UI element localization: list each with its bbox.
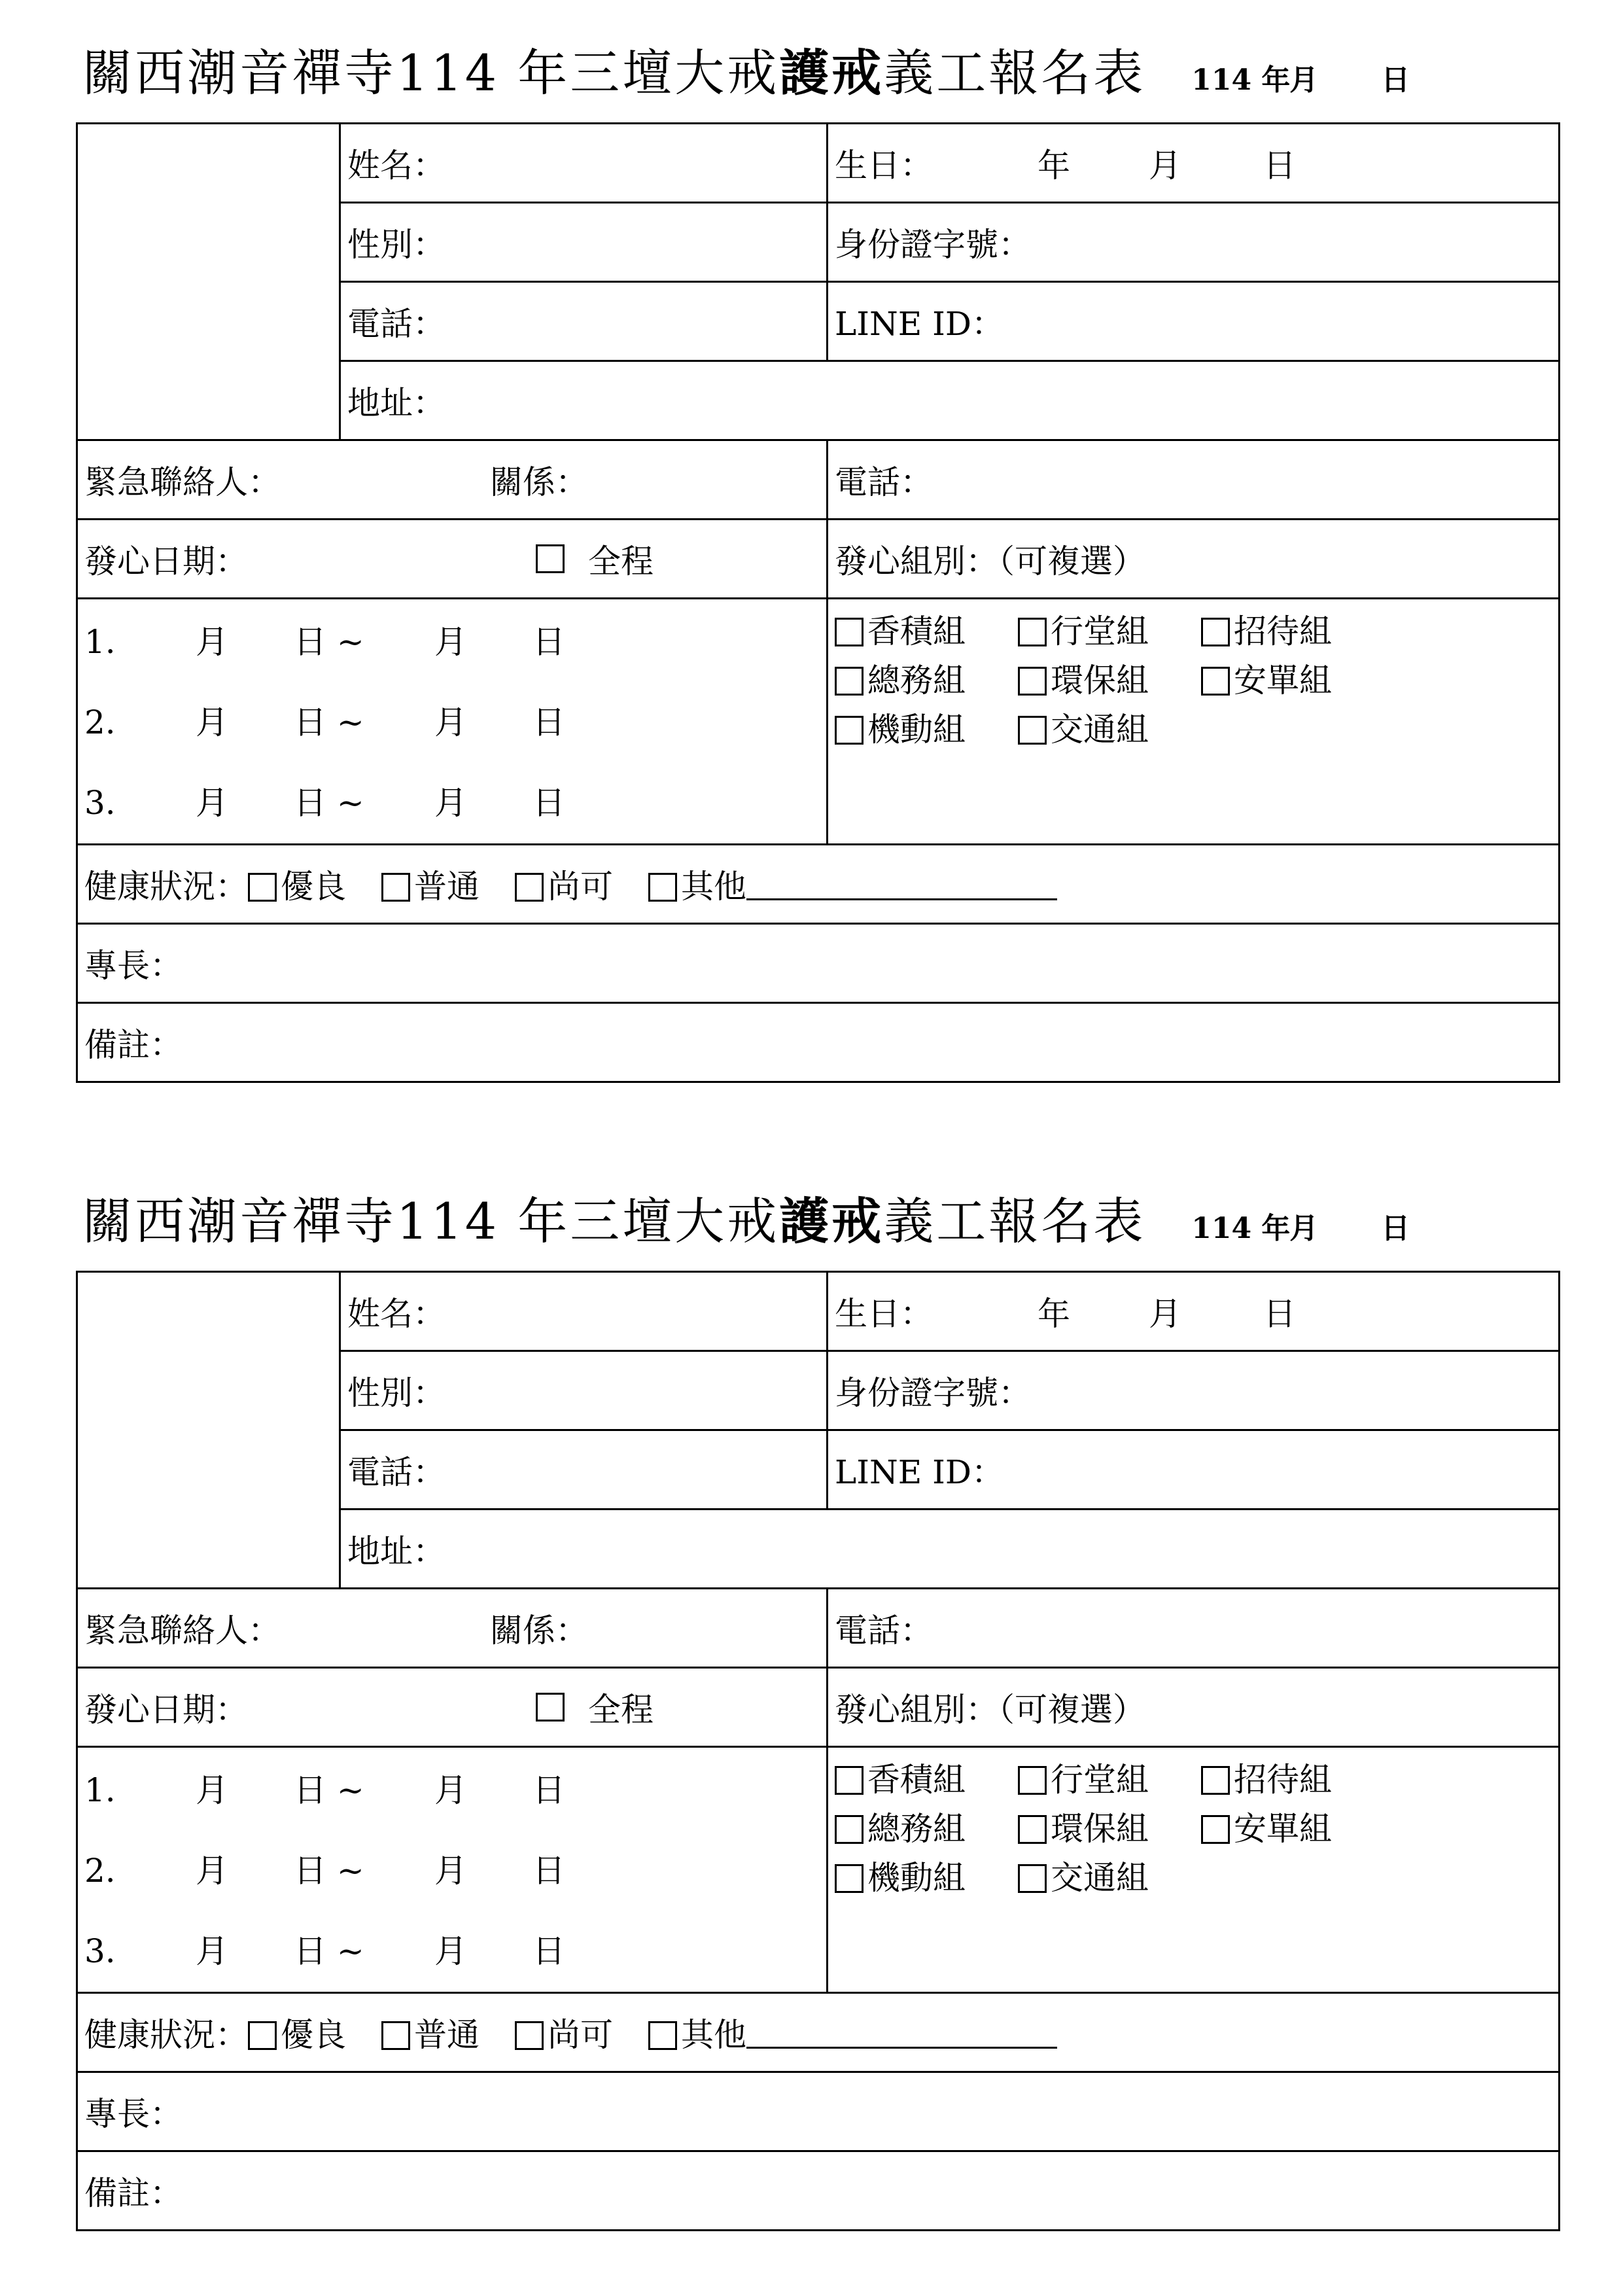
group-option[interactable]: 安單組 bbox=[1201, 656, 1384, 705]
title-year: 114 bbox=[396, 1192, 500, 1250]
group-options bbox=[828, 1747, 1560, 1993]
group-option[interactable]: 機動組 bbox=[835, 1854, 1018, 1903]
relation-label: 關係： bbox=[490, 1612, 588, 1650]
specialty-field[interactable]: 專長： bbox=[77, 2072, 1560, 2151]
checkbox[interactable] bbox=[835, 1815, 864, 1844]
groups-header: 發心組別：（可複選） bbox=[828, 520, 1560, 599]
checkbox[interactable] bbox=[381, 2021, 410, 2050]
name-field[interactable]: 姓名： bbox=[340, 124, 828, 203]
checkbox[interactable] bbox=[1201, 1815, 1230, 1844]
birthday-field[interactable]: 生日： 年 月 日 bbox=[828, 1272, 1560, 1351]
date-line[interactable]: 3. 月 日 ~ 月 日 bbox=[84, 1932, 565, 1970]
line-id-field[interactable]: LINE ID： bbox=[828, 282, 1560, 361]
date-year: 114 年 bbox=[1191, 1212, 1291, 1245]
date-month: 月 bbox=[1289, 1212, 1319, 1245]
phone-field[interactable]: 電話： bbox=[340, 282, 828, 361]
group-row bbox=[835, 705, 1552, 754]
checkbox[interactable] bbox=[1018, 618, 1047, 646]
title-suffix: 義工報名表 bbox=[884, 44, 1146, 102]
group-options bbox=[828, 599, 1560, 845]
checkbox[interactable] bbox=[1018, 1815, 1047, 1844]
group-option[interactable]: 香積組 bbox=[835, 1756, 1018, 1805]
dates-header: 發心日期： 全程 bbox=[77, 520, 828, 599]
date-line[interactable]: 3. 月 日 ~ 月 日 bbox=[84, 784, 565, 822]
health-option[interactable]: 其他 bbox=[648, 860, 1057, 908]
health-option[interactable]: 普通 bbox=[381, 860, 480, 908]
health-option[interactable]: 尚可 bbox=[515, 860, 613, 908]
form-table bbox=[76, 1271, 1560, 2231]
date-lines bbox=[77, 1747, 828, 1993]
title-prefix: 關西潮音禪寺 bbox=[82, 1192, 396, 1250]
title-year: 114 bbox=[396, 44, 500, 102]
photo-box[interactable] bbox=[77, 1272, 340, 1589]
group-option[interactable]: 行堂組 bbox=[1018, 607, 1201, 656]
date-line[interactable]: 1. 月 日 ~ 月 日 bbox=[84, 623, 565, 661]
group-row bbox=[835, 607, 1552, 656]
checkbox[interactable] bbox=[515, 873, 544, 902]
checkbox[interactable] bbox=[835, 716, 864, 745]
group-row bbox=[835, 656, 1552, 705]
form-title bbox=[82, 1181, 1410, 1253]
health-option[interactable]: 其他 bbox=[648, 2009, 1057, 2056]
line-id-field[interactable]: LINE ID： bbox=[828, 1430, 1560, 1510]
group-row bbox=[835, 1805, 1552, 1854]
checkbox[interactable] bbox=[1201, 618, 1230, 646]
other-health-blank[interactable] bbox=[746, 874, 1057, 900]
checkbox[interactable] bbox=[1018, 716, 1047, 745]
form-date bbox=[1191, 1205, 1410, 1253]
checkbox[interactable] bbox=[835, 618, 864, 646]
checkbox[interactable] bbox=[1201, 667, 1230, 696]
checkbox[interactable] bbox=[1018, 667, 1047, 696]
phone-field[interactable]: 電話： bbox=[340, 1430, 828, 1510]
date-day: 日 bbox=[1381, 1212, 1410, 1245]
specialty-field[interactable]: 專長： bbox=[77, 924, 1560, 1003]
remarks-field[interactable]: 備註： bbox=[77, 1003, 1560, 1082]
remarks-field[interactable]: 備註： bbox=[77, 2151, 1560, 2231]
checkbox[interactable] bbox=[1201, 1766, 1230, 1795]
title-mid: 年三壇大戒 bbox=[517, 1192, 780, 1250]
group-option[interactable]: 招待組 bbox=[1201, 607, 1384, 656]
checkbox[interactable] bbox=[1018, 1864, 1047, 1893]
name-field[interactable]: 姓名： bbox=[340, 1272, 828, 1351]
id-number-field[interactable]: 身份證字號： bbox=[828, 1351, 1560, 1430]
emergency-phone-field[interactable]: 電話： bbox=[828, 1589, 1560, 1668]
form-date bbox=[1191, 56, 1410, 105]
groups-header: 發心組別：（可複選） bbox=[828, 1668, 1560, 1747]
gender-field[interactable]: 性別： bbox=[340, 1351, 828, 1430]
group-option[interactable]: 機動組 bbox=[835, 705, 1018, 754]
full-course-checkbox[interactable] bbox=[536, 1693, 565, 1722]
date-line[interactable]: 2. 月 日 ~ 月 日 bbox=[84, 703, 565, 741]
health-field: 健康狀況： 優良 普通 尚可 其他 bbox=[77, 1993, 1560, 2072]
checkbox[interactable] bbox=[835, 667, 864, 696]
health-option[interactable]: 優良 bbox=[248, 2009, 346, 2056]
group-option[interactable]: 行堂組 bbox=[1018, 1756, 1201, 1805]
other-health-blank[interactable] bbox=[746, 2022, 1057, 2049]
emergency-phone-field[interactable]: 電話： bbox=[828, 440, 1560, 520]
title-suffix: 義工報名表 bbox=[884, 1192, 1146, 1250]
group-row bbox=[835, 1756, 1552, 1805]
group-option[interactable]: 安單組 bbox=[1201, 1805, 1384, 1854]
form-table bbox=[76, 122, 1560, 1083]
title-bold: 護戒 bbox=[779, 44, 884, 102]
checkbox[interactable] bbox=[648, 873, 677, 902]
group-option[interactable]: 環保組 bbox=[1018, 656, 1201, 705]
emergency-contact-field[interactable]: 緊急聯絡人： 關係： bbox=[77, 440, 828, 520]
group-option[interactable]: 總務組 bbox=[835, 656, 1018, 705]
photo-box[interactable] bbox=[77, 124, 340, 440]
health-option[interactable]: 普通 bbox=[381, 2009, 480, 2056]
group-option[interactable]: 交通組 bbox=[1018, 705, 1201, 754]
title-prefix: 關西潮音禪寺 bbox=[82, 44, 396, 102]
form-title bbox=[82, 33, 1410, 105]
checkbox[interactable] bbox=[381, 873, 410, 902]
checkbox[interactable] bbox=[248, 2021, 277, 2050]
gender-field[interactable]: 性別： bbox=[340, 203, 828, 282]
health-option[interactable]: 優良 bbox=[248, 860, 346, 908]
relation-label: 關係： bbox=[490, 463, 588, 501]
address-field[interactable]: 地址： bbox=[340, 1510, 1560, 1589]
checkbox[interactable] bbox=[835, 1864, 864, 1893]
title-bold: 護戒 bbox=[779, 1192, 884, 1250]
birthday-field[interactable]: 生日： 年 月 日 bbox=[828, 124, 1560, 203]
checkbox[interactable] bbox=[835, 1766, 864, 1795]
group-option[interactable]: 總務組 bbox=[835, 1805, 1018, 1854]
checkbox[interactable] bbox=[248, 873, 277, 902]
health-field: 健康狀況： 優良 普通 尚可 其他 bbox=[77, 845, 1560, 924]
group-option[interactable]: 香積組 bbox=[835, 607, 1018, 656]
dates-header: 發心日期： 全程 bbox=[77, 1668, 828, 1747]
title-mid: 年三壇大戒 bbox=[517, 44, 780, 102]
checkbox[interactable] bbox=[1018, 1766, 1047, 1795]
checkbox[interactable] bbox=[648, 2021, 677, 2050]
emergency-contact-field[interactable]: 緊急聯絡人： 關係： bbox=[77, 1589, 828, 1668]
date-line[interactable]: 2. 月 日 ~ 月 日 bbox=[84, 1852, 565, 1890]
group-option[interactable]: 環保組 bbox=[1018, 1805, 1201, 1854]
date-day: 日 bbox=[1381, 63, 1410, 97]
address-field[interactable]: 地址： bbox=[340, 361, 1560, 440]
id-number-field[interactable]: 身份證字號： bbox=[828, 203, 1560, 282]
date-month: 月 bbox=[1289, 63, 1319, 97]
group-option[interactable]: 招待組 bbox=[1201, 1756, 1384, 1805]
date-line[interactable]: 1. 月 日 ~ 月 日 bbox=[84, 1771, 565, 1809]
full-course-checkbox[interactable] bbox=[536, 544, 565, 573]
date-lines bbox=[77, 599, 828, 845]
date-year: 114 年 bbox=[1191, 63, 1291, 97]
group-option[interactable]: 交通組 bbox=[1018, 1854, 1201, 1903]
checkbox[interactable] bbox=[515, 2021, 544, 2050]
health-option[interactable]: 尚可 bbox=[515, 2009, 613, 2056]
group-row bbox=[835, 1854, 1552, 1903]
